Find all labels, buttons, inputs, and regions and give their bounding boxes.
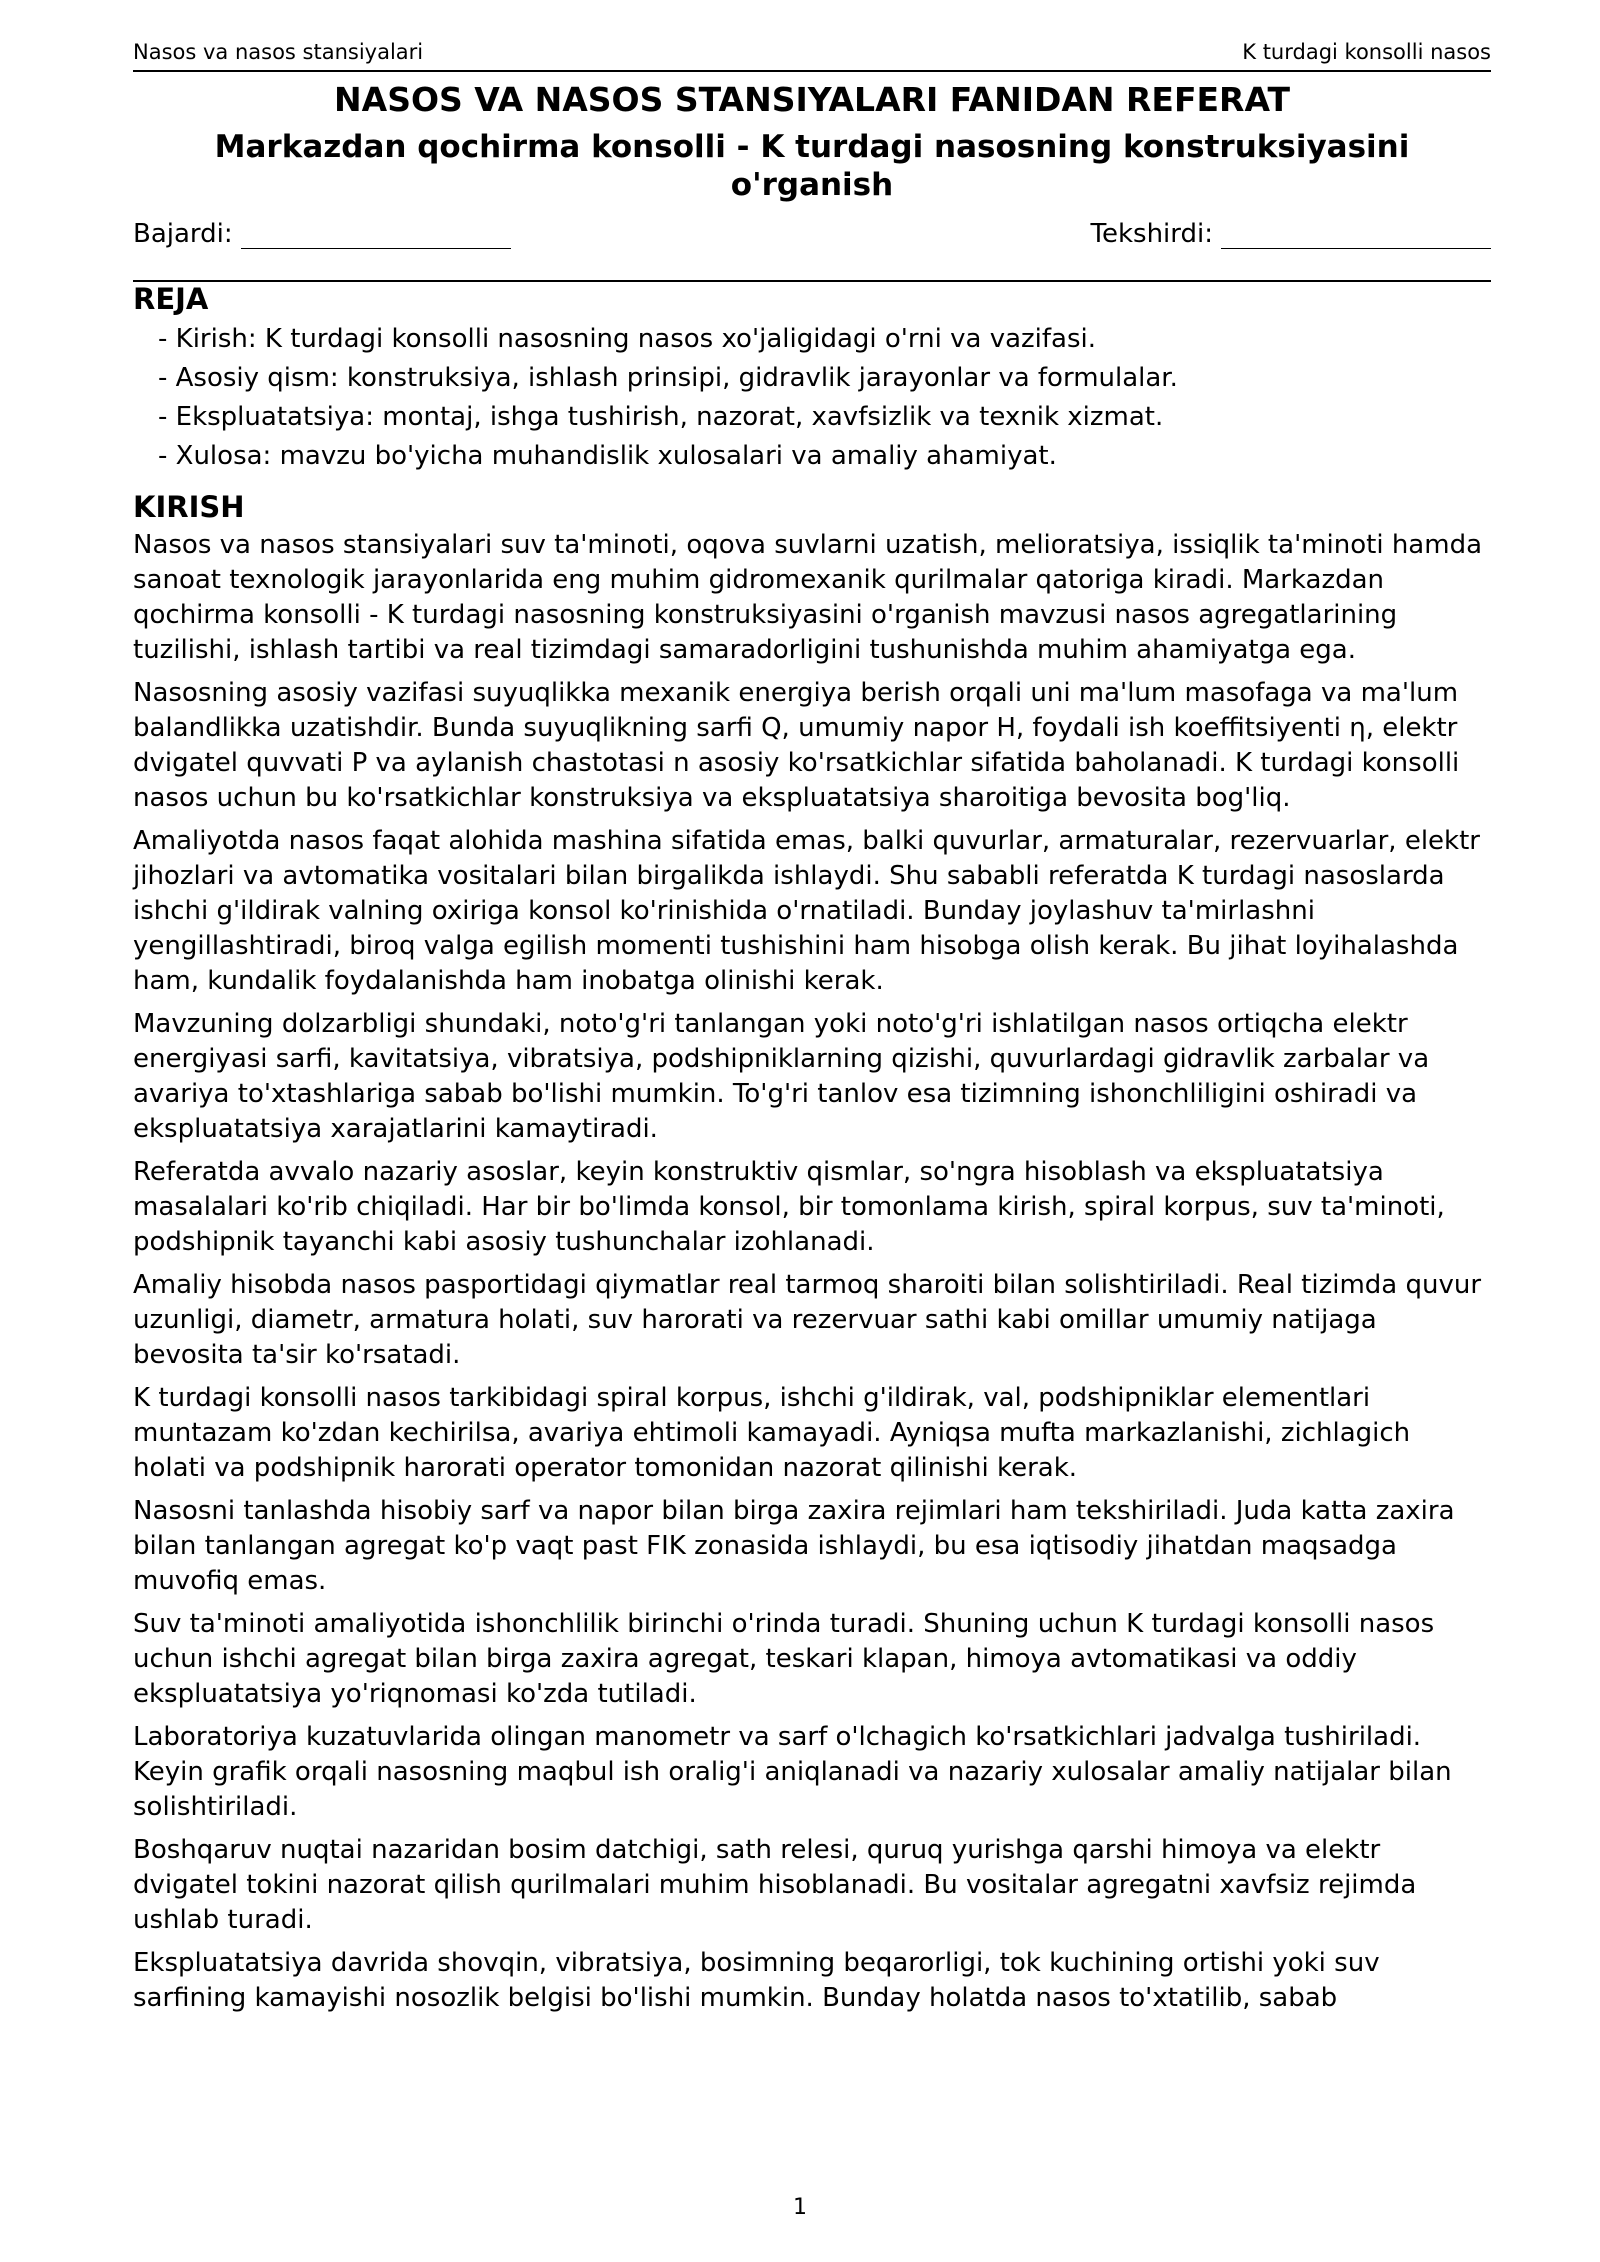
intro-paragraph: K turdagi konsolli nasos tarkibidagi spiral korpus, ishchi g'ildirak, val, podshipniklar elementlari muntazam ko'zdan kechirilsa, avariya ehtimoli kamayadi. Ayniqsa mufta markazlanishi, zichlagich holati va podshipnik harorati operator tomonidan nazorat qilinishi kerak. (133, 1383, 1411, 1483)
intro-paragraph: Nasosni tanlashda hisobiy sarf va napor bilan birga zaxira rejimlari ham tekshiriladi. Juda katta zaxira bilan tanlangan agregat ko'p vaqt past FIK zonasida ishlaydi, bu esa iqtisodiy jihatdan maqsadga muvofiq emas. (133, 1496, 1455, 1596)
performed-by-blank (241, 218, 511, 249)
plan-item: - Xulosa: mavzu bo'yicha muhandislik xulosalari va amaliy ahamiyat. (158, 441, 1057, 471)
performed-by (133, 218, 511, 249)
header-left-text: Nasos va nasos stansiyalari (133, 40, 424, 64)
intro-paragraph: Laboratoriya kuzatuvlarida olingan manometr va sarf o'lchagich ko'rsatkichlari jadvalga tushiriladi. Keyin grafik orqali nasosning maqbul ish oralig'i aniqlanadi va nazariy xulosalar amaliy natijalar bilan solishtiriladi. (133, 1722, 1452, 1822)
plan-item: - Asosiy qism: konstruksiya, ishlash prinsipi, gidravlik jarayonlar va formulalar. (158, 363, 1178, 393)
document-body (133, 278, 1491, 2024)
plan-list (133, 320, 1491, 476)
header-right-text: K turdagi konsolli nasos (1242, 40, 1491, 64)
intro-paragraph: Nasosning asosiy vazifasi suyuqlikka mexanik energiya berish orqali uni ma'lum masofaga va ma'lum balandlikka uzatishdir. Bunda suyuqlikning sarfi Q, umumiy napor H, foydali ish koeffitsiyenti η, elektr dvigatel quvvati P va aylanish chastotasi n asosiy ko'rsatkichlar sifatida baholanadi. K turdagi konsolli nasos uchun bu ko'rsatkichlar konstruksiya va ekspluatatsiya sharoitiga bevosita bog'liq. (133, 678, 1460, 813)
checked-by (1091, 218, 1491, 249)
intro-paragraph: Amaliyotda nasos faqat alohida mashina sifatida emas, balki quvurlar, armaturalar, rezervuarlar, elektr jihozlari va avtomatika vositalari bilan birgalikda ishlaydi. Shu sababli referatda K turdagi nasoslarda ishchi g'ildirak valning oxiriga konsol ko'rinishida o'rnatiladi. Bunday joylashuv ta'mirlashni yengillashtiradi, biroq valga egilish momenti tushishini ham hisobga olish kerak. Bu jihat loyihalashda ham, kundalik foydalanishda ham inobatga olinishi kerak. (133, 826, 1480, 996)
intro-paragraph: Boshqaruv nuqtai nazaridan bosim datchigi, sath relesi, quruq yurishga qarshi himoya va elektr dvigatel tokini nazorat qilish qurilmalari muhim hisoblanadi. Bu vositalar agregatni xavfsiz rejimda ushlab turadi. (133, 1835, 1417, 1935)
intro-heading: KIRISH (133, 490, 245, 524)
checked-by-blank (1221, 218, 1491, 249)
document-title: NASOS VA NASOS STANSIYALARI FANIDAN REFERAT (334, 80, 1290, 119)
intro-paragraph: Suv ta'minoti amaliyotida ishonchlilik birinchi o'rinda turadi. Shuning uchun K turdagi konsolli nasos uchun ishchi agregat bilan birga zaxira agregat, teskari klapan, himoya avtomatikasi va oddiy ekspluatatsiya yo'riqnomasi ko'zda tutiladi. (133, 1609, 1435, 1709)
plan-item: - Kirish: K turdagi konsolli nasosning nasos xo'jaligidagi o'rni va vazifasi. (158, 324, 1097, 354)
checked-by-label: Tekshirdi: (1090, 219, 1213, 249)
intro-paragraph: Mavzuning dolzarbligi shundaki, noto'g'ri tanlangan yoki noto'g'ri ishlatilgan nasos ortiqcha elektr energiyasi sarfi, kavitatsiya, vibratsiya, podshipniklarning qizishi, quvurlardagi gidravlik zarbalar va avariya to'xtashlariga sabab bo'lishi mumkin. To'g'ri tanlov esa tizimning ishonchliligini oshiradi va ekspluatatsiya xarajatlarini kamaytiradi. (133, 1009, 1430, 1144)
plan-heading: REJA (133, 282, 209, 316)
intro-paragraph: Referatda avvalo nazariy asoslar, keyin konstruktiv qismlar, so'ngra hisoblash va ekspluatatsiya masalalari ko'rib chiqiladi. Har bir bo'limda konsol, bir tomonlama kirish, spiral korpus, suv ta'minoti, podshipnik tayanchi kabi asosiy tushunchalar izohlanadi. (133, 1157, 1445, 1257)
page-number: 1 (793, 2195, 807, 2220)
intro-paragraph: Ekspluatatsiya davrida shovqin, vibratsiya, bosimning beqarorligi, tok kuchining ortishi yoki suv sarfining kamayishi nosozlik belgisi bo'lishi mumkin. Bunday holatda nasos to'xtatilib, sabab (133, 1948, 1380, 2013)
intro-paragraph: Nasos va nasos stansiyalari suv ta'minoti, oqova suvlarni uzatish, melioratsiya, issiqlik ta'minoti hamda sanoat texnologik jarayonlarida eng muhim gidromexanik qurilmalar qatoriga kiradi. Markazdan qochirma konsolli - K turdagi nasosning konstruksiyasini o'rganish mavzusi nasos agregatlarining tuzilishi, ishlash tartibi va real tizimdagi samaradorligini tushunishda muhim ahamiyatga ega. (133, 530, 1483, 665)
signature-row (133, 218, 1491, 282)
performed-by-label: Bajardi: (133, 219, 233, 249)
plan-item: - Ekspluatatsiya: montaj, ishga tushirish, nazorat, xavfsizlik va texnik xizmat. (158, 402, 1164, 432)
document-subtitle: Markazdan qochirma konsolli - K turdagi nasosning konstruksiyasini o'rganish (214, 129, 1410, 203)
running-header (133, 40, 1491, 72)
intro-paragraph: Amaliy hisobda nasos pasportidagi qiymatlar real tarmoq sharoiti bilan solishtiriladi. Real tizimda quvur uzunligi, diametr, armatura holati, suv harorati va rezervuar sathi kabi omillar umumiy natijaga bevosita ta'sir ko'rsatadi. (133, 1270, 1482, 1370)
